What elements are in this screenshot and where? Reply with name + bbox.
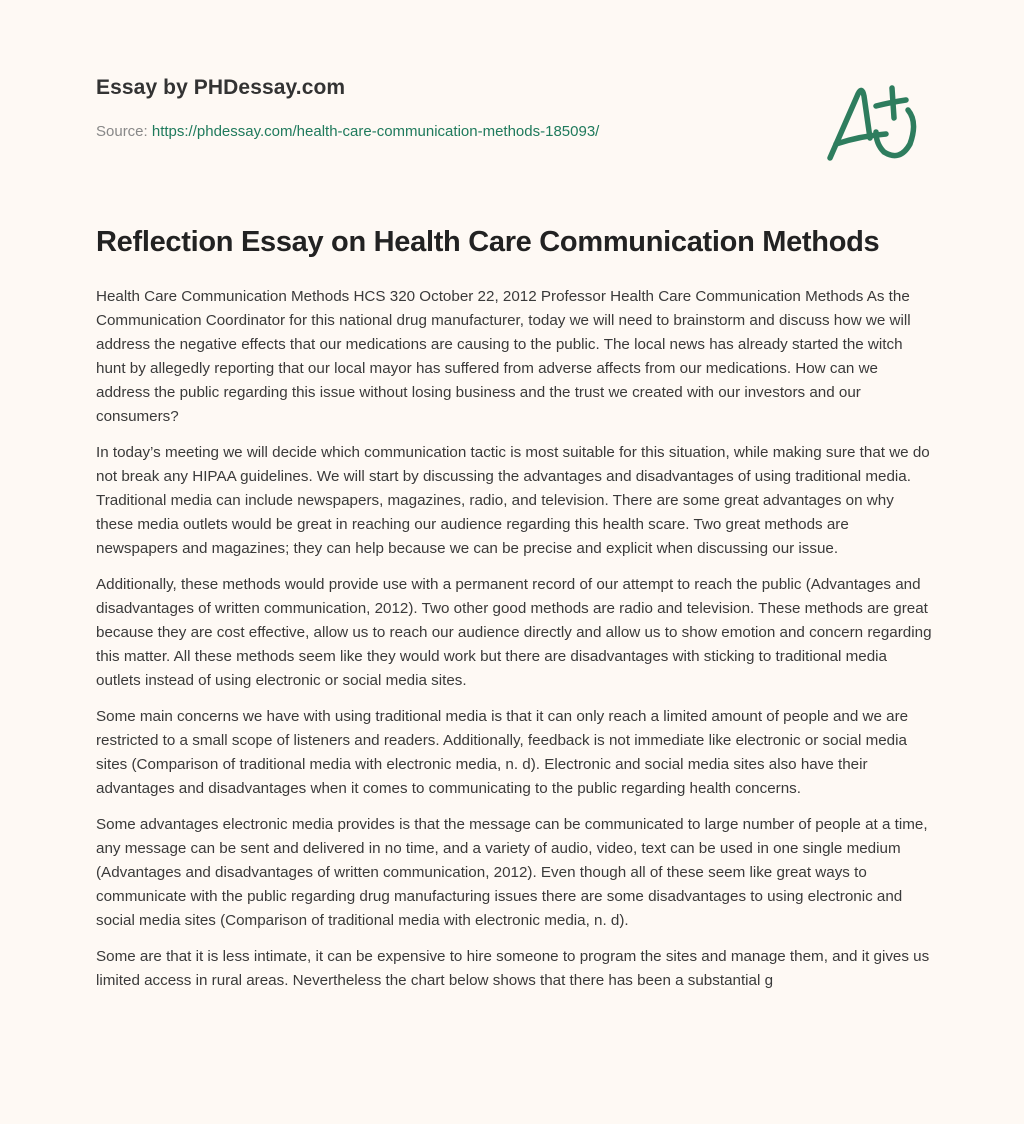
paragraph: Some advantages electronic media provides is that the message can be communicated to large number of people at a time, any message can be sent and delivered in no time, and a variety of audio, video, text can be used in one single medium (Advantages and disadvantages of written communication, 2012). Even though all of these seem like great ways to communicate with the public regarding drug manufacturing issues there are some disadvantages to using electronic and social media sites (Comparison of traditional media with electronic media, n. d).	[96, 816, 928, 929]
paragraph: Some are that it is less intimate, it can be expensive to hire someone to program the sites and manage them, and it gives us limited access in rural areas. Nevertheless the chart below shows that there has been a substantial g	[96, 948, 930, 989]
source-link[interactable]: https://phdessay.com/health-care-communication-methods-185093/	[151, 123, 600, 140]
article-body	[96, 285, 932, 1005]
article-title: Reflection Essay on Health Care Communication Methods	[96, 226, 880, 258]
site-title: Essay by PHDessay.com	[96, 76, 346, 99]
paragraph: Some main concerns we have with using traditional media is that it can only reach a limited amount of people and we are restricted to a small scope of listeners and readers. Additionally, feedback is not immediate like electronic or social media sites (Comparison of traditional media with electronic media, n. d). Electronic and social media sites also have their advantages and disadvantages when it comes to communicating to the public regarding health concerns.	[96, 708, 909, 797]
a-plus-logo-icon	[820, 66, 930, 166]
source-label: Source:	[96, 123, 152, 140]
paragraph: Health Care Communication Methods HCS 320 October 22, 2012 Professor Health Care Communication Methods As the Communication Coordinator for this national drug manufacturer, today we will need to brainstorm and discuss how we will address the negative effects that our medications are causing to the public. The local news has already started the witch hunt by allegedly reporting that our local mayor has suffered from adverse affects from our medications. How can we address the public regarding this issue without losing business and the trust we created with our investors and our consumers?	[96, 288, 911, 425]
paragraph: In today’s meeting we will decide which communication tactic is most suitable for this situation, while making sure that we do not break any HIPAA guidelines. We will start by discussing the advantages and disadvantages of using traditional media. Traditional media can include newspapers, magazines, radio, and television. There are some great advantages on why these media outlets would be great in reaching our audience regarding this health scare. Two great methods are newspapers and magazines; they can help because we can be precise and explicit when discussing our issue.	[96, 444, 930, 557]
site-header	[96, 76, 796, 140]
source-line	[96, 123, 796, 140]
paragraph: Additionally, these methods would provide use with a permanent record of our attempt to reach the public (Advantages and disadvantages of written communication, 2012). Two other good methods are radio and television. These methods are great because they are cost effective, allow us to reach our audience directly and allow us to show emotion and concern regarding this matter. All these methods seem like they would work but there are disadvantages with sticking to traditional media outlets instead of using electronic or social media sites.	[96, 576, 932, 689]
